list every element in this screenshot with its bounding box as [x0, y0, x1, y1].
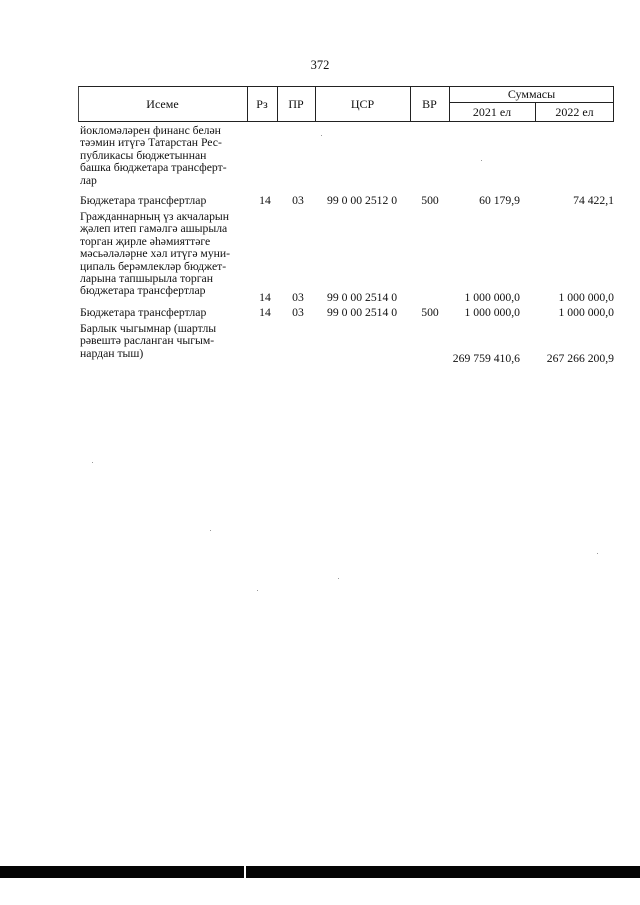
cell-csr: 99 0 00 2512 0 [327, 194, 398, 207]
row-name-line: Бюджетара трансфертлар [80, 194, 207, 207]
cell-pr: 03 [292, 194, 304, 207]
row-name-line: мәсьәләләрне хәл итүгә муни- [80, 247, 231, 261]
row-name-line: җәлеп итеп гамәлгә ашырыла [80, 222, 228, 236]
cell-sum-2022: 1 000 000,0 [558, 291, 614, 304]
cell-sum-2021: 1 000 000,0 [464, 306, 520, 319]
scan-border-gap [244, 866, 246, 878]
scan-speck [257, 590, 258, 591]
cell-vr: 500 [421, 194, 439, 207]
row-name-line: Гражданнарның үз акчаларын [80, 210, 230, 223]
header-sums: Суммасы [507, 86, 556, 101]
header-vr: ВР [422, 96, 437, 111]
row-name-line: рәвештә расланган чыгым- [80, 334, 215, 348]
cell-rz: 14 [259, 291, 271, 304]
header-csr: ЦСР [350, 96, 375, 111]
row-name-line: йокломәләрен финанс белән [80, 124, 221, 137]
row-name-line: башка бюджетара трансферт- [80, 161, 227, 175]
row-name-line: Барлык чыгымнар (шартлы [80, 322, 217, 335]
cell-sum-2022: 74 422,1 [573, 194, 614, 207]
row-name [80, 195, 247, 207]
cell-rz: 14 [259, 194, 271, 207]
cell-sum-2021: 269 759 410,6 [452, 352, 520, 365]
scan-border-bar [0, 866, 640, 878]
row-name-line: торган җирле әһәмияттәге [80, 234, 211, 248]
scan-speck [210, 530, 211, 531]
scan-speck [597, 553, 598, 554]
cell-vr: 500 [421, 306, 439, 319]
cell-pr: 03 [292, 291, 304, 304]
row-name [80, 211, 247, 298]
row-name-line: лар [80, 173, 97, 187]
row-name-line: ципаль берәмлекләр бюджет- [80, 259, 227, 273]
header-name: Исеме [146, 96, 179, 111]
cell-sum-2021: 1 000 000,0 [464, 291, 520, 304]
row-name-line: Бюджетара трансфертлар [80, 306, 207, 319]
row-name-line: тәэмин итүгә Татарстан Рес- [80, 136, 222, 150]
header-rz: Рз [256, 96, 268, 111]
row-name [80, 323, 247, 360]
row-name [80, 125, 247, 187]
cell-csr: 99 0 00 2514 0 [327, 306, 398, 319]
cell-sum-2022: 267 266 200,9 [546, 352, 614, 365]
cell-sum-2021: 60 179,9 [479, 194, 520, 207]
cell-pr: 03 [292, 306, 304, 319]
cell-sum-2022: 1 000 000,0 [558, 306, 614, 319]
page-number: 372 [310, 58, 330, 72]
row-name-line: нардан тыш) [80, 346, 144, 360]
scan-speck [92, 462, 93, 463]
row-name-line: публикасы бюджетыннан [80, 148, 207, 162]
cell-rz: 14 [259, 306, 271, 319]
header-year-2022: 2022 ел [555, 104, 594, 119]
scan-speck [481, 160, 482, 161]
row-name-line: бюджетара трансфертлар [80, 284, 206, 298]
header-year-2021: 2021 ел [472, 104, 512, 119]
row-name-line: ларына тапшырыла торган [80, 272, 213, 286]
cell-csr: 99 0 00 2514 0 [327, 291, 398, 304]
scan-speck [338, 578, 339, 579]
header-pr: ПР [288, 96, 304, 111]
row-name [80, 307, 247, 319]
scan-speck [321, 135, 322, 136]
